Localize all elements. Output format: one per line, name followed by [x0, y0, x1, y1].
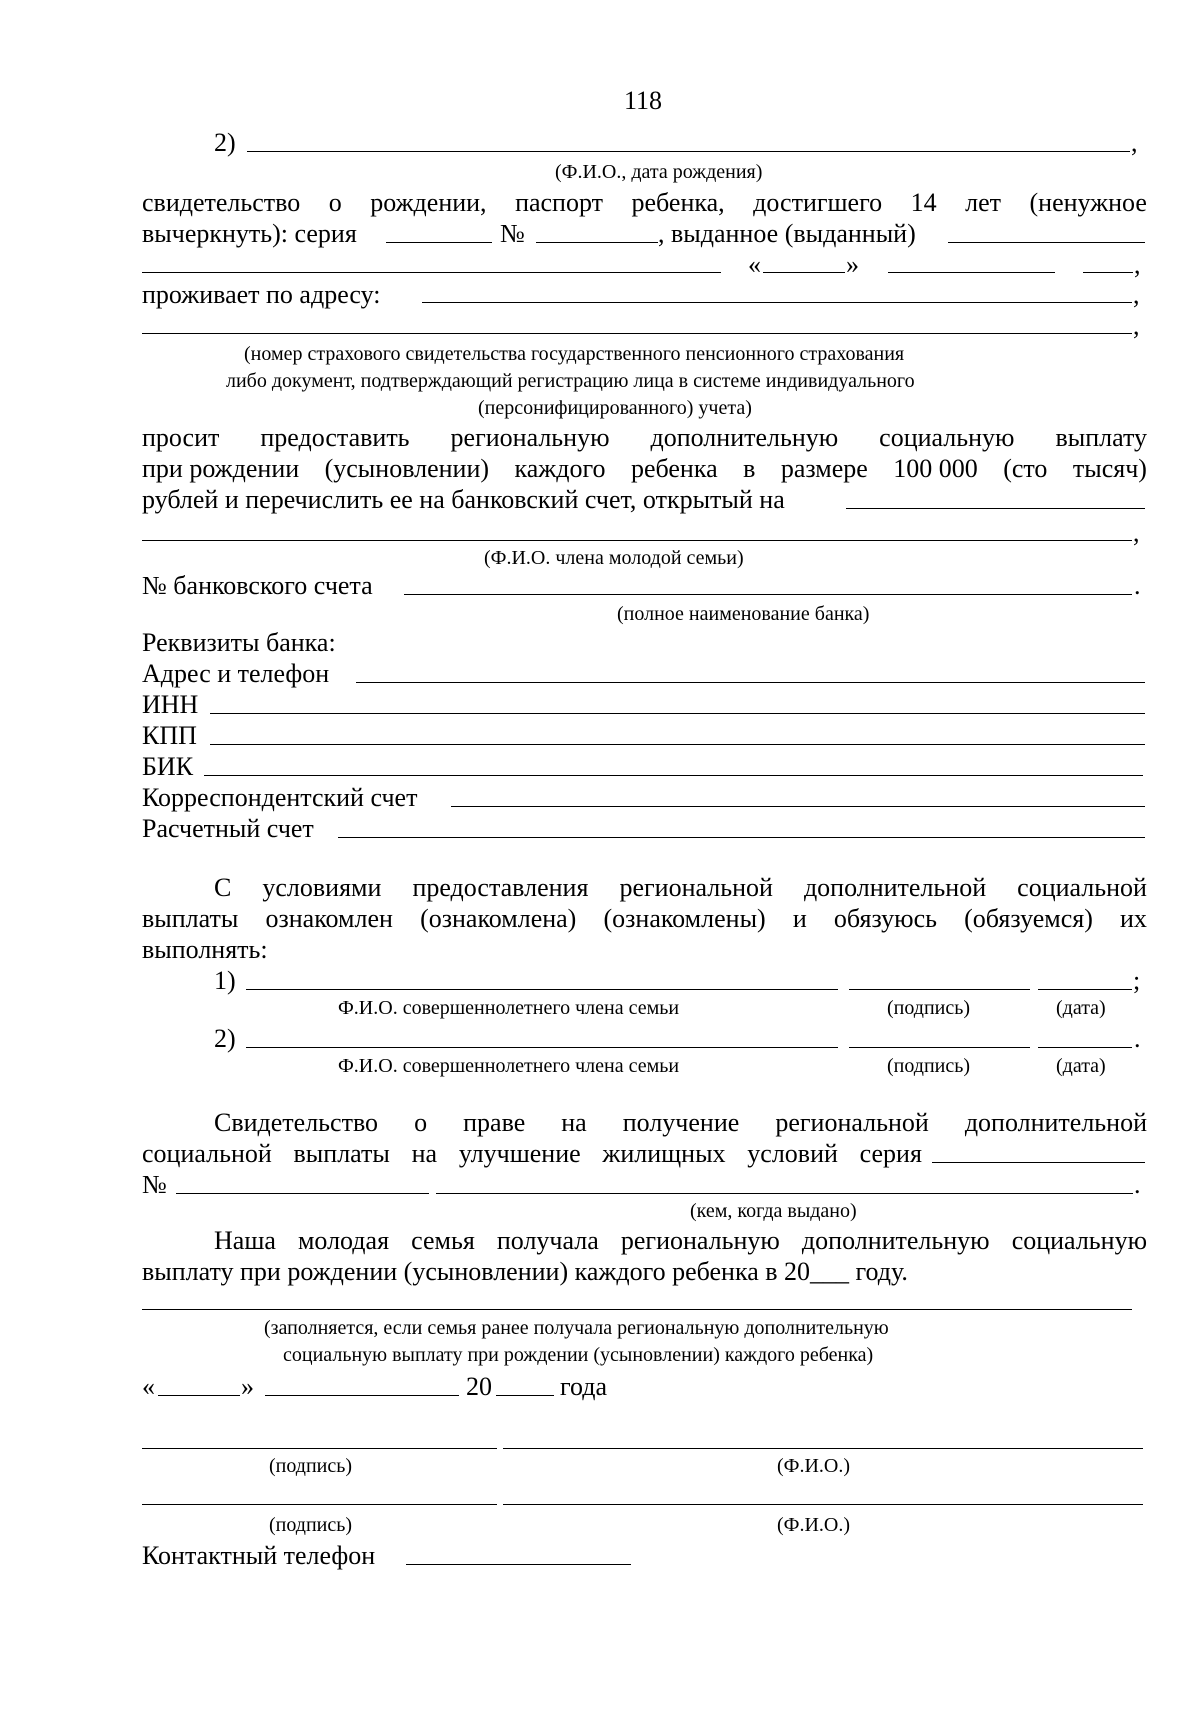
word: размере	[780, 454, 868, 483]
date-quote-close: »	[241, 1372, 254, 1401]
settlement-account-label: Расчетный счет	[142, 814, 314, 843]
previous-line-2: выплату при рождении (усыновлении) каждого ребенка в 20___ году.	[142, 1257, 908, 1286]
word: лет	[965, 188, 1001, 217]
kpp-label: КПП	[142, 721, 197, 750]
previous-line-1	[214, 1228, 1147, 1254]
word: 100 000	[893, 454, 978, 483]
word: социальную	[1011, 1226, 1147, 1255]
word: ребенка	[630, 454, 718, 483]
word: семья	[411, 1226, 475, 1255]
agreement-line-2	[142, 906, 1147, 932]
comma: ,	[1131, 128, 1138, 157]
word: жилищных	[602, 1139, 726, 1168]
address-label: проживает по адресу:	[142, 280, 381, 309]
separator: .	[1134, 1024, 1141, 1053]
word: на	[561, 1108, 587, 1137]
signature-1-name-caption: (Ф.И.О.)	[777, 1455, 851, 1477]
word: и	[792, 904, 807, 933]
signer-2-sign-caption: (подпись)	[887, 1055, 971, 1077]
corr-account-field[interactable]	[451, 806, 1145, 807]
quote-close: »	[846, 250, 859, 279]
word: предоставить	[260, 423, 410, 452]
signer-2-name-field[interactable]	[246, 1047, 838, 1048]
snils-caption: либо документ, подтверждающий регистрацию лица в системе индивидуального	[226, 370, 915, 392]
word: молодая	[297, 1226, 390, 1255]
date-quote-open: «	[142, 1372, 155, 1401]
signature-2-name-field[interactable]	[503, 1504, 1143, 1505]
contact-phone-field[interactable]	[406, 1564, 631, 1565]
agreement-line-1	[214, 875, 1147, 901]
word: дополнительную	[801, 1226, 990, 1255]
signature-2-field[interactable]	[142, 1504, 497, 1505]
word: (ознакомлена)	[420, 904, 577, 933]
previous-payment-field[interactable]	[142, 1309, 1132, 1310]
settlement-account-field[interactable]	[338, 837, 1145, 838]
certificate-issuer-caption: (кем, когда выдано)	[690, 1200, 857, 1222]
word: региональной	[775, 1108, 929, 1137]
word: дополнительную	[650, 423, 839, 452]
word: на	[411, 1139, 438, 1168]
date-day-field[interactable]	[158, 1395, 240, 1396]
word: при рождении	[142, 454, 300, 483]
word: (ознакомлены)	[603, 904, 766, 933]
doc-issuer-field-2[interactable]	[142, 272, 721, 273]
separator: ;	[1133, 966, 1141, 995]
period: .	[1134, 571, 1141, 600]
word: предоставления	[412, 873, 589, 902]
corr-account-label: Корреспондентский счет	[142, 783, 418, 812]
kpp-field[interactable]	[210, 744, 1145, 745]
date-year-field[interactable]	[496, 1395, 554, 1396]
word: социальную	[879, 423, 1015, 452]
word: дополнительной	[964, 1108, 1147, 1137]
inn-field[interactable]	[210, 713, 1145, 714]
comma: ,	[1133, 311, 1140, 340]
bik-field[interactable]	[204, 775, 1143, 776]
word: Наша	[214, 1226, 276, 1255]
certificate-number-field[interactable]	[176, 1193, 429, 1194]
signer-2-number: 2)	[214, 1024, 236, 1053]
doc-number-field[interactable]	[536, 242, 658, 243]
word: серия	[859, 1139, 922, 1168]
word: (сто	[1003, 454, 1048, 483]
bik-label: БИК	[142, 752, 194, 781]
child-doc-line-1	[142, 190, 1147, 216]
signer-1-name-field[interactable]	[246, 989, 838, 990]
date-month-field[interactable]	[265, 1395, 459, 1396]
snils-caption: (персонифицированного) учета)	[478, 397, 752, 419]
inn-label: ИНН	[142, 690, 199, 719]
word: региональной	[619, 873, 773, 902]
word: паспорт	[515, 188, 603, 217]
word: выплаты	[142, 904, 239, 933]
doc-month-field[interactable]	[888, 272, 1055, 273]
doc-series-label: вычеркнуть): серия	[142, 219, 357, 248]
word: С	[214, 873, 232, 902]
word: условий	[747, 1139, 838, 1168]
signer-1-name-caption: Ф.И.О. совершеннолетнего члена семьи	[338, 997, 680, 1019]
doc-series-field[interactable]	[386, 242, 492, 243]
child-caption: (Ф.И.О., дата рождения)	[555, 161, 763, 183]
signature-2-caption: (подпись)	[269, 1514, 353, 1536]
word: получение	[622, 1108, 740, 1137]
bank-address-label: Адрес и телефон	[142, 659, 330, 688]
doc-number-label: №	[500, 219, 525, 248]
signer-1-sign-caption: (подпись)	[887, 997, 971, 1019]
word: обязуюсь	[833, 904, 937, 933]
signature-2-name-caption: (Ф.И.О.)	[777, 1514, 851, 1536]
snils-caption: (номер страхового свидетельства государственного пенсионного страхования	[244, 343, 905, 365]
account-holder-caption: (Ф.И.О. члена молодой семьи)	[484, 547, 744, 569]
signer-2-name-caption: Ф.И.О. совершеннолетнего члена семьи	[338, 1055, 680, 1077]
word: социальной	[1017, 873, 1147, 902]
word: тысяч)	[1072, 454, 1147, 483]
word: условиями	[262, 873, 382, 902]
comma: ,	[1133, 518, 1140, 547]
doc-day-field[interactable]	[763, 272, 845, 273]
signature-1-caption: (подпись)	[269, 1455, 353, 1477]
page-number: 118	[624, 86, 663, 115]
request-line-2	[142, 456, 1147, 482]
request-line-3: рублей и перечислить ее на банковский счет, открытый на	[142, 485, 785, 514]
signer-1-signature-field[interactable]	[849, 989, 1030, 990]
signer-1-date-caption: (дата)	[1056, 997, 1106, 1019]
word: региональную	[450, 423, 610, 452]
signature-1-field[interactable]	[142, 1448, 497, 1449]
certificate-series-field[interactable]	[932, 1162, 1145, 1163]
word: (ненужное	[1029, 188, 1147, 217]
word: Свидетельство	[214, 1108, 379, 1137]
word: выплаты	[293, 1139, 390, 1168]
certificate-line-1	[214, 1110, 1147, 1136]
account-holder-field[interactable]	[846, 508, 1145, 509]
word: достигшего	[753, 188, 883, 217]
certificate-number-label: №	[142, 1170, 167, 1199]
date-year-prefix: 20	[466, 1372, 492, 1401]
certificate-issuer-field[interactable]	[436, 1193, 1133, 1194]
account-holder-field-2[interactable]	[142, 540, 1132, 541]
signature-1-name-field[interactable]	[503, 1448, 1143, 1449]
word: каждого	[514, 454, 606, 483]
word: дополнительной	[803, 873, 987, 902]
address-field-2[interactable]	[142, 333, 1132, 334]
word: выплату	[1055, 423, 1147, 452]
word: (обязуемся)	[964, 904, 1093, 933]
word: в	[743, 454, 756, 483]
doc-issuer-field[interactable]	[948, 242, 1145, 243]
bank-account-label: № банковского счета	[142, 571, 373, 600]
certificate-line-2	[142, 1141, 922, 1167]
word: просит	[142, 423, 220, 452]
signer-1-number: 1)	[214, 966, 236, 995]
bank-account-field[interactable]	[404, 594, 1132, 595]
child-number: 2)	[214, 128, 236, 157]
request-line-1	[142, 425, 1147, 451]
address-field[interactable]	[422, 302, 1132, 303]
period: .	[1134, 1170, 1141, 1199]
word: о	[414, 1108, 428, 1137]
comma: ,	[1133, 280, 1140, 309]
bank-name-caption: (полное наименование банка)	[617, 603, 870, 625]
word: региональную	[620, 1226, 780, 1255]
word: праве	[463, 1108, 526, 1137]
word: получала	[496, 1226, 599, 1255]
doc-year-field[interactable]	[1083, 272, 1133, 273]
quote-open: «	[748, 250, 761, 279]
child-name-field[interactable]	[247, 151, 1130, 152]
contact-phone-label: Контактный телефон	[142, 1541, 376, 1570]
date-suffix: года	[560, 1372, 608, 1401]
doc-issued-label: , выданное (выданный)	[658, 219, 916, 248]
word: ознакомлен	[265, 904, 393, 933]
previous-payment-caption: социальную выплату при рождении (усыновлении) каждого ребенка)	[283, 1344, 874, 1366]
word: социальной	[142, 1139, 272, 1168]
previous-payment-caption: (заполняется, если семья ранее получала региональную дополнительную	[264, 1317, 889, 1339]
word: 14	[910, 188, 937, 217]
word: рождении,	[370, 188, 487, 217]
word: их	[1120, 904, 1147, 933]
signer-1-date-field[interactable]	[1038, 989, 1132, 990]
comma: ,	[1134, 250, 1141, 279]
word: (усыновлении)	[324, 454, 490, 483]
agreement-line-3: выполнять:	[142, 935, 268, 964]
signer-2-signature-field[interactable]	[849, 1047, 1030, 1048]
word: улучшение	[458, 1139, 581, 1168]
signer-2-date-caption: (дата)	[1056, 1055, 1106, 1077]
bank-address-field[interactable]	[356, 682, 1145, 683]
word: свидетельство	[142, 188, 301, 217]
signer-2-date-field[interactable]	[1038, 1047, 1132, 1048]
word: о	[328, 188, 342, 217]
word: ребенка,	[631, 188, 725, 217]
bank-requisites-title: Реквизиты банка:	[142, 628, 336, 657]
